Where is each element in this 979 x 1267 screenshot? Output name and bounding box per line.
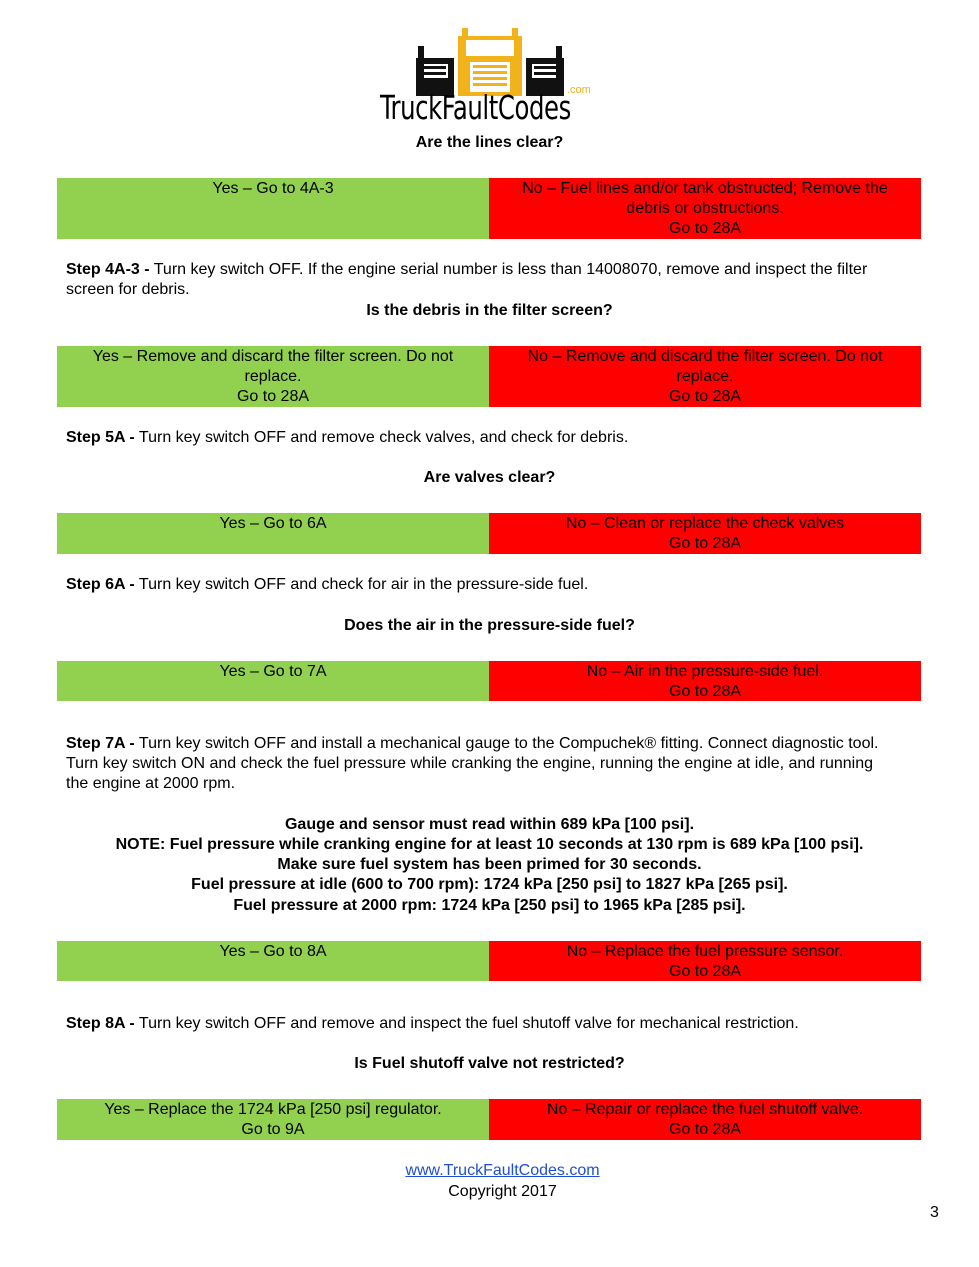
pressure-note: Fuel pressure at idle (600 to 700 rpm): 1724 kPa [250 psi] to 1827 kPa [265 psi]. [191,876,788,893]
decision-row [57,941,921,981]
step-text: Turn key switch OFF and remove check valves, and check for debris. [138,429,629,446]
yes-cell [57,178,489,239]
step-5a [66,428,896,448]
step-4a-3 [66,260,896,300]
decision-row [57,661,921,701]
no-text: replace. [676,368,734,385]
no-text: No – Repair or replace the fuel shutoff valve. [546,1101,864,1118]
step-6a [66,575,896,595]
yes-text: Yes – Remove and discard the filter screen. Do not [92,348,454,365]
step-text: Turn key switch OFF and check for air in the pressure-side fuel. [138,576,589,593]
step-label: Step 4A-3 - [66,261,150,278]
yes-text: Go to 9A [241,1121,305,1138]
step-text: Turn key switch OFF and install a mechanical gauge to the Compuchek® fitting. Connect diagnostic tool. Turn key switch ON and check the fuel pressure while cranking the engine, running the engine at idle, and running the engine at 2000 rpm. [66,735,879,792]
no-cell [489,513,921,554]
step-7a [66,734,896,794]
no-text: Go to 28A [668,1121,742,1138]
brand-name: TruckFaultCodes [380,88,571,127]
brand-suffix: .com [567,84,591,96]
no-cell [489,1099,921,1140]
question: Does the air in the pressure-side fuel? [344,617,635,634]
no-text: debris or obstructions. [626,200,784,217]
step-8a [66,1014,896,1034]
no-text: No – Air in the pressure-side fuel. [586,663,824,680]
pressure-note: NOTE: Fuel pressure while cranking engine for at least 10 seconds at 130 rpm is 689 kPa [100 psi]. [115,836,864,853]
decision-row [57,513,921,554]
yes-text: Yes – Go to 8A [219,943,327,960]
question: Are valves clear? [423,469,556,486]
copyright: Copyright 2017 [448,1183,557,1200]
question: Are the lines clear? [415,134,564,151]
step-label: Step 6A - [66,576,135,593]
yes-text: Yes – Go to 6A [219,515,327,532]
question: Is Fuel shutoff valve not restricted? [354,1055,625,1072]
yes-cell [57,513,489,554]
yes-cell [57,661,489,701]
step-label: Step 5A - [66,429,135,446]
pressure-note: Gauge and sensor must read within 689 kPa [100 psi]. [284,816,695,833]
question: Is the debris in the filter screen? [366,302,613,319]
yes-cell [57,941,489,981]
step-text: Turn key switch OFF and remove and inspect the fuel shutoff valve for mechanical restriction. [138,1015,799,1032]
step-label: Step 7A - [66,735,135,752]
yes-cell [57,346,489,407]
page-number: 3 [930,1204,939,1221]
decision-row [57,178,921,239]
no-cell [489,941,921,981]
website-link[interactable]: www.TruckFaultCodes.com [405,1162,600,1179]
step-text: Turn key switch OFF. If the engine serial number is less than 14008070, remove and inspect the filter screen for debris. [66,261,868,298]
yes-text: Go to 28A [236,388,310,405]
yes-text: replace. [244,368,302,385]
step-label: Step 8A - [66,1015,135,1032]
decision-row [57,1099,921,1140]
no-text: Go to 28A [668,220,742,237]
brand-logotype [378,86,602,130]
yes-text: Yes – Go to 7A [219,663,327,680]
pressure-note: Fuel pressure at 2000 rpm: 1724 kPa [250 psi] to 1965 kPa [285 psi]. [233,897,746,914]
pressure-note: Make sure fuel system has been primed for 30 seconds. [277,856,702,873]
no-cell [489,178,921,239]
no-text: Go to 28A [668,683,742,700]
yes-text: Yes – Replace the 1724 kPa [250 psi] regulator. [104,1101,442,1118]
no-text: Go to 28A [668,535,742,552]
decision-row [57,346,921,407]
no-cell [489,661,921,701]
no-text: No – Fuel lines and/or tank obstructed; Remove the [522,180,888,197]
no-text: No – Remove and discard the filter screen. Do not [527,348,883,365]
no-text: Go to 28A [668,963,742,980]
yes-text: Yes – Go to 4A-3 [212,180,334,197]
no-cell [489,346,921,407]
no-text: No – Replace the fuel pressure sensor. [566,943,844,960]
no-text: Go to 28A [668,388,742,405]
no-text: No – Clean or replace the check valves [565,515,845,532]
yes-cell [57,1099,489,1140]
